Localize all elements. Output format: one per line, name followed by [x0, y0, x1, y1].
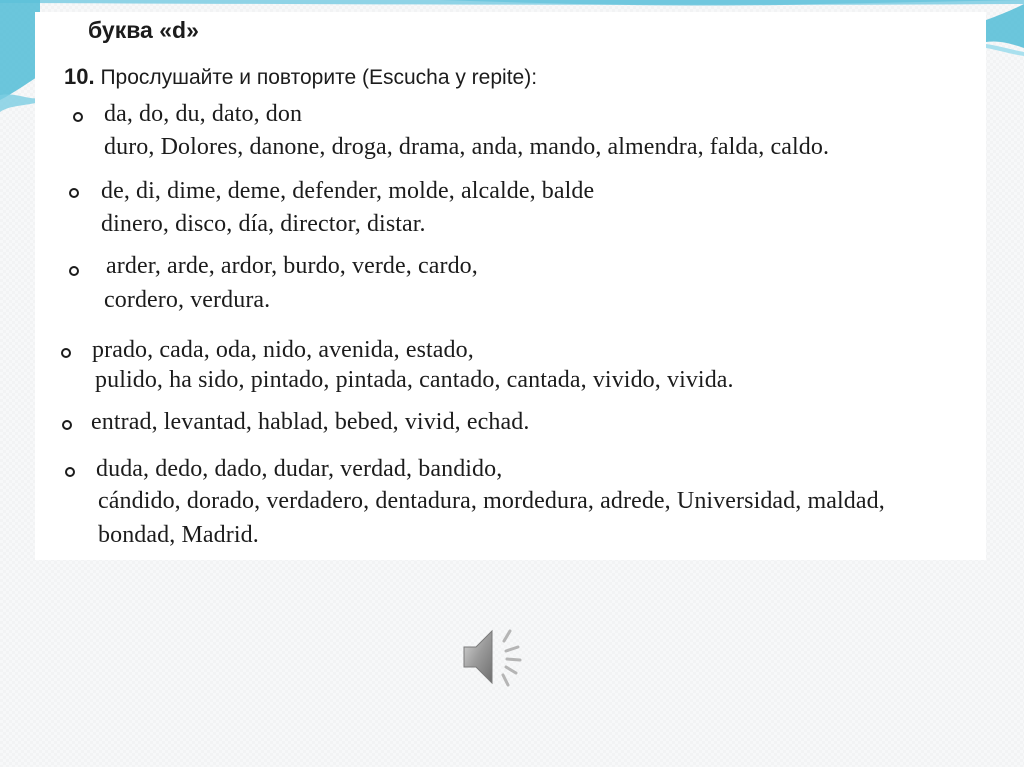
exercise-line: cándido, dorado, verdadero, dentadura, mordedura, adrede, Universidad, maldad,: [98, 488, 885, 514]
bullet-icon: [61, 348, 71, 358]
task-instruction: [64, 64, 537, 90]
exercise-line: duda, dedo, dado, dudar, verdad, bandido,: [96, 456, 503, 482]
task-number: 10.: [64, 64, 95, 89]
exercise-line: da, do, du, dato, don: [104, 101, 303, 127]
exercise-line: dinero, disco, día, director, distar.: [101, 211, 426, 237]
bullet-icon: [69, 266, 79, 276]
bullet-icon: [65, 467, 75, 477]
exercise-line: de, di, dime, deme, defender, molde, alcalde, balde: [101, 178, 595, 204]
exercise-line: arder, arde, ardor, burdo, verde, cardo,: [106, 253, 478, 279]
page-title: буква «d»: [88, 17, 199, 43]
task-text: Прослушайте и повторите (Escucha y repite):: [100, 66, 538, 89]
exercise-line: pulido, ha sido, pintado, pintada, cantado, cantada, vivido, vivida.: [95, 367, 734, 393]
bullet-icon: [73, 112, 83, 122]
bullet-icon: [62, 420, 72, 430]
exercise-line: bondad, Madrid.: [98, 522, 259, 548]
speaker-icon[interactable]: [460, 625, 530, 689]
bullet-icon: [69, 188, 79, 198]
exercise-line: entrad, levantad, hablad, bebed, vivid, echad.: [91, 409, 530, 435]
exercise-line: cordero, verdura.: [104, 287, 271, 313]
exercise-line: duro, Dolores, danone, droga, drama, anda, mando, almendra, falda, caldo.: [104, 134, 830, 160]
exercise-line: prado, cada, oda, nido, avenida, estado,: [92, 337, 474, 363]
